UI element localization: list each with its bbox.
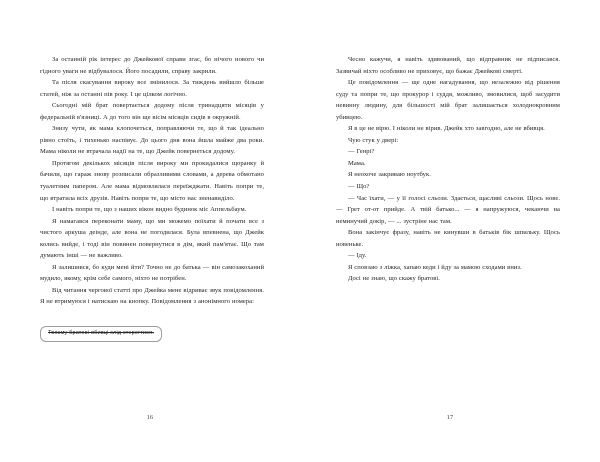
paragraph: — Генрі? bbox=[348, 148, 375, 156]
paragraph: Я в це не вірю. І ніколи не вірив. Джейк хто завгодно, але не вбивця. bbox=[348, 125, 545, 133]
sms-message-bubble bbox=[40, 326, 162, 343]
page-number-left: 16 bbox=[146, 414, 154, 421]
paragraph: Я сповзаю з ліжка, хапаю кеди і йду за мамою сходами вниз. bbox=[348, 263, 522, 271]
right-page-body bbox=[336, 54, 560, 285]
paragraph: — Час їхати, — у її голосі сльози. Здається, щасливі сльози. Щось нове. — Грет от-от прийде. А твій батько... — я напружуюся, чекаючи на неминучий докір, — ... зустріне нас там. bbox=[336, 194, 560, 225]
sms-message-container bbox=[40, 321, 264, 342]
paragraph: Досі не знаю, що скажу братові. bbox=[348, 275, 440, 283]
paragraph: І навіть попри те, що з наших вікон видно будинок міс Аппельбаум. bbox=[52, 206, 247, 214]
sms-message-text: Твоєму братові-вбивці слід стерегтися. bbox=[48, 330, 154, 337]
paragraph: Знизу чути, як мама клопочеться, поправляючи те, що й так ідеально рівно стоїть, і тихенько наспівує. До цього дня вона йшла майже два роки. Мама ніколи не втрачала надії на те, що Джейк повернеться додому. bbox=[40, 125, 264, 156]
paragraph: Я намагався переконати маму, що ми можемо поїхати й почати все з чистого аркуша деінде, але вона не погодилася. Була впевнена, що Джейк колись вийде, і тоді він повинен повернутися в дім, який пам'ятає. Що там думають інші — не важливо. bbox=[40, 217, 264, 260]
paragraph: Від читання чергової статті про Джейка мене відриває звук повідомлення. Я не втримуюся і натискаю на кнопку. Повідомлення з анонімного номера: bbox=[40, 286, 264, 306]
left-page-body bbox=[40, 54, 264, 308]
paragraph: Чую стук у двері: bbox=[348, 136, 399, 144]
paragraph: Я залишився, бо куди мені йти? Точно не до батька — він самозакоханий мудило, якому, крім себе самого, ніхто не потрібен. bbox=[40, 263, 264, 283]
paragraph: Це повідомлення — ще одне нагадування, що незалежно від рішення суду та попри те, що прокурор і суддя, можливо, змовилися, щоб засудити невинну людину, для більшості мій брат залишається холоднокровним убивцею. bbox=[336, 79, 560, 121]
right-page bbox=[300, 0, 600, 462]
page-number-right: 17 bbox=[446, 414, 454, 421]
paragraph: — Іду. bbox=[348, 252, 367, 260]
paragraph: — Що? bbox=[348, 183, 370, 191]
paragraph: Та після скасування вироку все змінилося. За тиждень вийшло більше статей, ніж за останні пів року. І це цілком логічно. bbox=[40, 79, 264, 98]
paragraph: Сьогодні мій брат повертається додому після тринадцяти місяців у федеральній в'язниці. А до того він ще вісім місяців сидів в окружній. bbox=[40, 102, 264, 121]
paragraph: Мама. bbox=[348, 159, 366, 167]
paragraph: Чесно кажучи, я навіть здивований, що відправник не підписався. Зазвичай ніхто особливо не приховує, що бажає Джейкові смерті. bbox=[336, 56, 560, 75]
paragraph: Я неохоче закриваю ноутбук. bbox=[348, 171, 431, 179]
paragraph: Протягом декількох місяців після вироку ми прокидалися щоранку й бачили, що гараж знову розписали образливими словами, а дерева обмотано туалетним папером. Але мама відмовлялася переїжджати. Навіть попри те, що втратила всіх друзів. Навіть попри те, що місто нас зненавиділо. bbox=[40, 159, 264, 202]
paragraph: За останній рік інтерес до Джейкової справи згас, бо нічого нового чи гідного уваги не відбувалося. Його посадили, справу закрили. bbox=[40, 56, 264, 75]
paragraph: Вона закінчує фразу, навіть не кинувши в батьків бік шпильку. Щось новеньке. bbox=[336, 229, 560, 248]
